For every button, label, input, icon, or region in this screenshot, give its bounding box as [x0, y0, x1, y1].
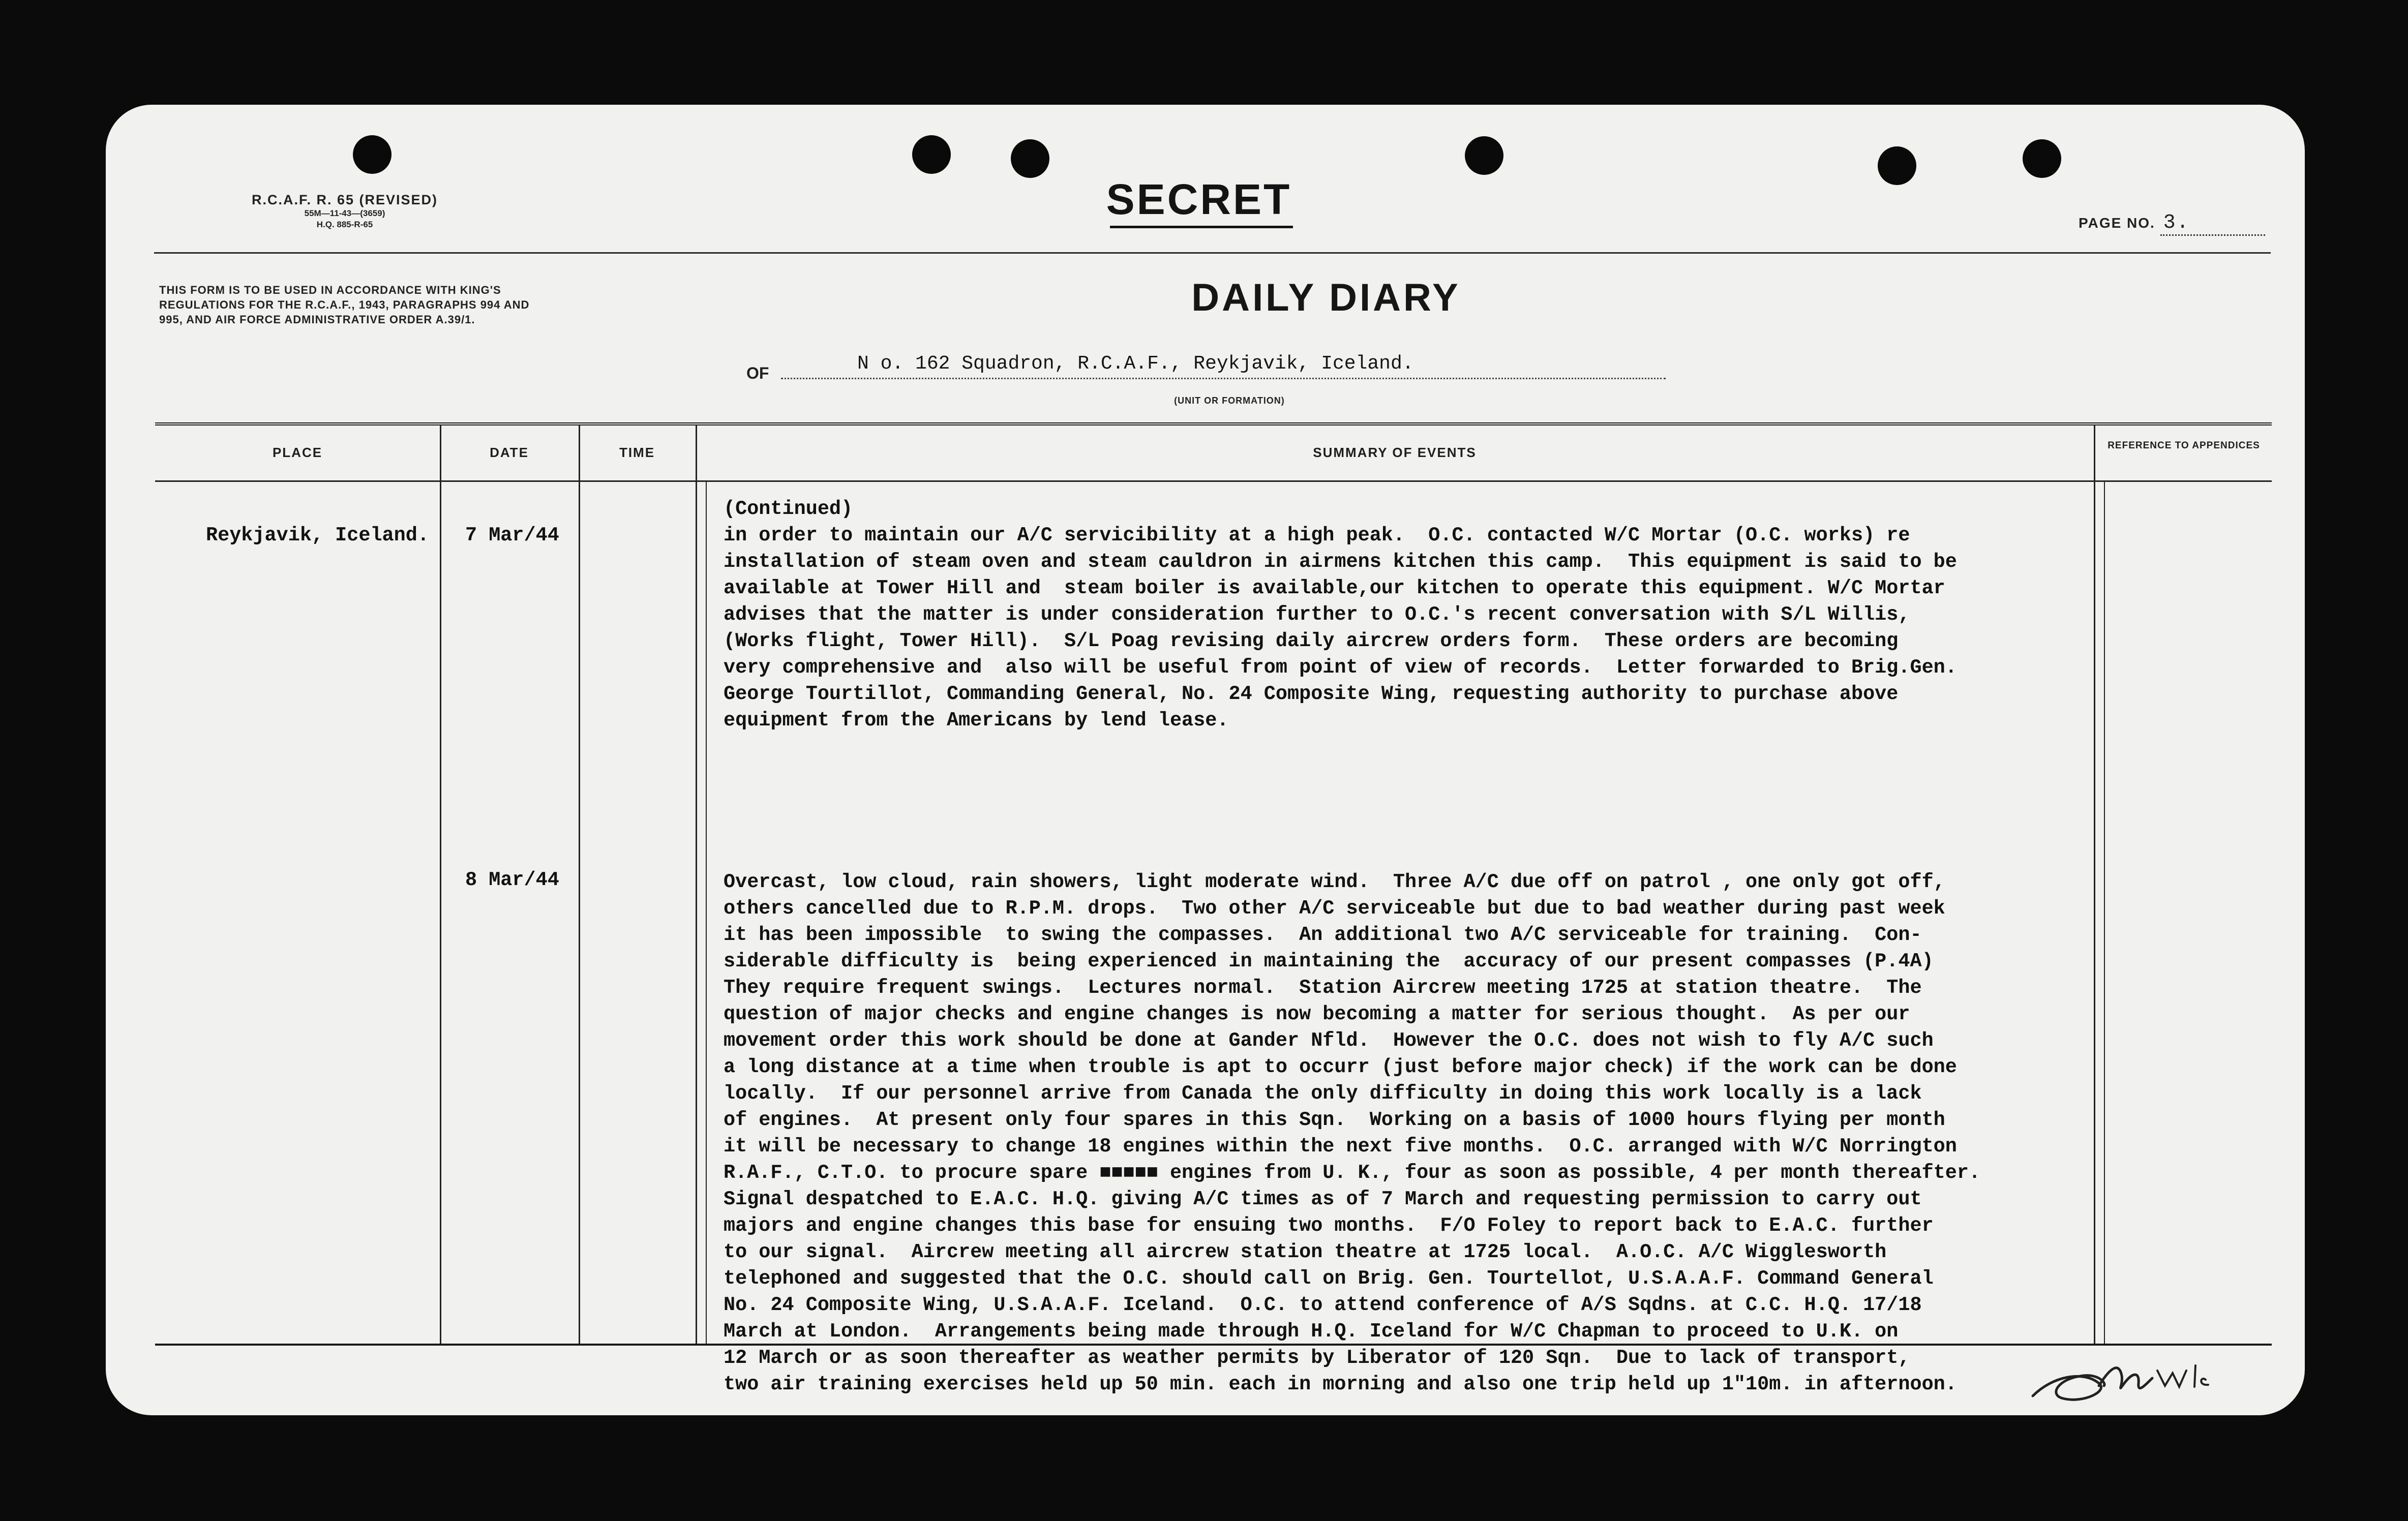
summary-line: movement order this work should be done at Gander Nfld. However the O.C. does not wish to fly A/C such [724, 1029, 1934, 1052]
summary-line: to our signal. Aircrew meeting all aircrew station theatre at 1725 local. A.O.C. A/C Wigglesworth [724, 1241, 1887, 1263]
diary-form-sheet [106, 105, 2305, 1415]
entry-place: Reykjavik, Iceland. [206, 524, 429, 546]
punch-hole [2023, 139, 2061, 178]
summary-line: Overcast, low cloud, rain showers, light moderate wind. Three A/C due off on patrol , one only got off, [724, 871, 1945, 893]
unit-of-label: OF [746, 364, 769, 382]
unit-value: N o. 162 Squadron, R.C.A.F., Reykjavik, Iceland. [781, 353, 1666, 379]
summary-line: telephoned and suggested that the O.C. should call on Brig. Gen. Tourtellot, U.S.A.A.F. Command General [724, 1267, 1934, 1290]
summary-line: They require frequent swings. Lectures normal. Station Aircrew meeting 1725 at station theatre. The [724, 977, 1922, 999]
unit-caption: (UNIT OR FORMATION) [1174, 396, 1285, 406]
events-table [155, 422, 2272, 1395]
column-divider [696, 425, 697, 1344]
punch-hole [1011, 139, 1049, 178]
column-divider [2094, 425, 2095, 1344]
time-column-header: TIME [619, 445, 655, 460]
punch-hole [1465, 136, 1503, 175]
column-divider [706, 480, 707, 1344]
summary-line: others cancelled due to R.P.M. drops. Two other A/C serviceable but due to bad weather during past week [724, 897, 1945, 920]
handwritten-signature [2023, 1355, 2241, 1411]
classification-heading: SECRET [1106, 175, 1292, 223]
summary-line: a long distance at a time when trouble is apt to occurr (just before major check) if the work can be done [724, 1056, 1957, 1078]
summary-line: question of major checks and engine changes is now becoming a matter for serious thought. As per our [724, 1003, 1910, 1025]
entry-date: 8 Mar/44 [465, 869, 559, 891]
summary-line: two air training exercises held up 50 min. each in morning and also one trip held up 1"10m. in afternoon. [724, 1373, 1957, 1395]
place-column-header: PLACE [272, 445, 323, 460]
summary-line: Signal despatched to E.A.C. H.Q. giving A/C times as of 7 March and requesting permission to carry out [724, 1188, 1922, 1210]
header-divider [154, 252, 2271, 254]
summary-line: installation of steam oven and steam cauldron in airmens kitchen this camp. This equipment is said to be [724, 551, 1957, 573]
punch-hole [353, 135, 392, 174]
summary-line: siderable difficulty is being experienced in maintaining the accuracy of our present compasses (P.4A) [724, 950, 1934, 972]
summary-line: very comprehensive and also will be useful from point of view of records. Letter forwarded to Brig.Gen. [724, 656, 1957, 679]
summary-column-header: SUMMARY OF EVENTS [1313, 445, 1477, 460]
hq-code: H.Q. 885-R-65 [316, 220, 373, 229]
summary-line: available at Tower Hill and steam boiler is available,our kitchen to operate this equipment. W/C Mortar [724, 577, 1945, 599]
header-row-divider [155, 480, 2272, 482]
summary-line: 12 March or as soon thereafter as weather permits by Liberator of 120 Sqn. Due to lack of transport, [724, 1347, 1910, 1369]
form-title: DAILY DIARY [1191, 276, 1461, 319]
reference-column-header: REFERENCE TO APPENDICES [2108, 440, 2260, 451]
form-code-block [172, 192, 518, 230]
regulation-notice: THIS FORM IS TO BE USED IN ACCORDANCE WITH KING'S REGULATIONS FOR THE R.C.A.F., 1943, PARAGRAPHS 994 AND 995, AND AIR FORCE ADMINISTRATIVE ORDER A.39/1. [159, 284, 530, 326]
summary-line: equipment from the Americans by lend lease. [724, 709, 1229, 732]
summary-line: locally. If our personnel arrive from Canada the only difficulty in doing this work locally is a lack [724, 1082, 1922, 1105]
summary-line: it has been impossible to swing the compasses. An additional two A/C serviceable for training. Con- [724, 924, 1922, 946]
summary-line: George Tourtillot, Commanding General, No. 24 Composite Wing, requesting authority to purchase above [724, 683, 1899, 705]
summary-line: R.A.F., C.T.O. to procure spare ■■■■■ engines from U. K., four as soon as possible, 4 per month thereafter. [724, 1162, 1981, 1184]
column-divider [440, 425, 441, 1344]
column-divider [2104, 480, 2105, 1344]
entry-date: 7 Mar/44 [465, 524, 559, 546]
punch-hole [1878, 146, 1916, 185]
date-column-header: DATE [490, 445, 529, 460]
column-divider [579, 425, 580, 1344]
summary-line: in order to maintain our A/C servicibility at a high peak. O.C. contacted W/C Mortar (O.C. works) re [724, 524, 1910, 546]
page-number-value: 3. [2160, 211, 2265, 236]
summary-line: (Continued) [724, 498, 853, 520]
summary-line: it will be necessary to change 18 engines within the next five months. O.C. arranged with W/C Norrington [724, 1135, 1957, 1158]
print-code: 55M—11-43—(3659) [304, 208, 385, 218]
summary-line: March at London. Arrangements being made through H.Q. Iceland for W/C Chapman to proceed to U.K. on [724, 1320, 1899, 1343]
page-number-label: PAGE NO. [2079, 215, 2155, 231]
summary-line: of engines. At present only four spares in this Sqn. Working on a basis of 1000 hours flying per month [724, 1109, 1945, 1131]
page-number-field [2079, 211, 2265, 236]
summary-line: advises that the matter is under consideration further to O.C.'s recent conversation with S/L Willis, [724, 603, 1910, 626]
classification-underline [1110, 226, 1293, 228]
punch-hole [912, 135, 951, 174]
summary-line: (Works flight, Tower Hill). S/L Poag revising daily aircrew orders form. These orders are becoming [724, 630, 1899, 652]
form-code: R.C.A.F. R. 65 (REVISED) [251, 192, 438, 207]
summary-line: No. 24 Composite Wing, U.S.A.A.F. Iceland. O.C. to attend conference of A/S Sqdns. at C.C. H.Q. 17/18 [724, 1294, 1922, 1316]
summary-line: majors and engine changes this base for ensuing two months. F/O Foley to report back to E.A.C. further [724, 1214, 1934, 1237]
